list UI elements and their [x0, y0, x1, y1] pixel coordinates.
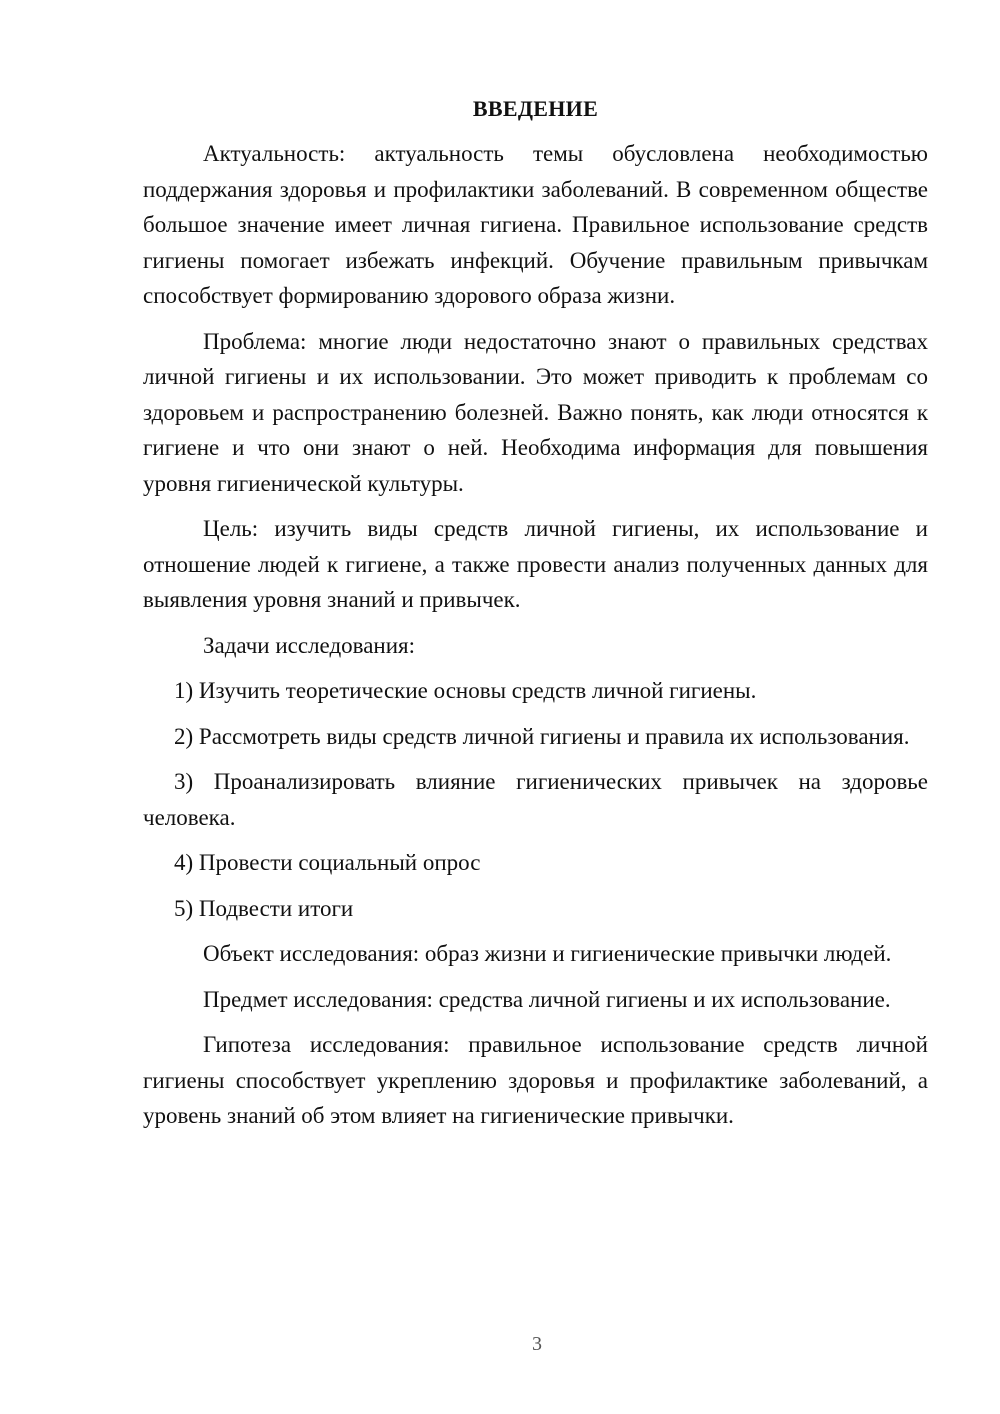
relevance-paragraph: Актуальность: актуальность темы обусловлена необходимостью поддержания здоровья и профилактики заболеваний. В современном обществе большое значение имеет личная гигиена. Правильное использование средств гигиены помогает избежать инфекций. Обучение правильным привычкам способствует формированию здорового образа жизни.: [143, 141, 928, 308]
task-item-4: 4) Провести социальный опрос: [174, 850, 481, 875]
task-item-2: 2) Рассмотреть виды средств личной гигиены и правила их использования.: [174, 723, 910, 749]
object-paragraph: Объект исследования: образ жизни и гигиенические привычки людей.: [203, 941, 892, 966]
tasks-heading: Задачи исследования:: [203, 632, 416, 658]
page-title: ВВЕДЕНИЕ: [472, 96, 599, 121]
goal-paragraph: Цель: изучить виды средств личной гигиены, их использование и отношение людей к гигиене, а также провести анализ полученных данных для выявления уровня знаний и привычек.: [143, 516, 928, 612]
task-item-5: 5) Подвести итоги: [174, 895, 354, 921]
page-number: 3: [532, 1333, 542, 1355]
subject-paragraph: Предмет исследования: средства личной гигиены и их использование.: [203, 986, 891, 1012]
hypothesis-paragraph: Гипотеза исследования: правильное использование средств личной гигиены способствует укреплению здоровья и профилактике заболеваний, а уровень знаний об этом влияет на гигиенические привычки.: [143, 1032, 928, 1128]
task-item-3: 3) Проанализировать влияние гигиенических привычек на здоровье человека.: [143, 769, 928, 830]
page-content: [143, 94, 928, 1144]
problem-paragraph: Проблема: многие люди недостаточно знают о правильных средствах личной гигиены и их использовании. Это может приводить к проблемам со здоровьем и распространению болезней. Важно понять, как люди относятся к гигиене и что они знают о ней. Необходима информация для повышения уровня гигиенической культуры.: [143, 328, 928, 496]
task-item-1: 1) Изучить теоретические основы средств личной гигиены.: [174, 678, 757, 703]
